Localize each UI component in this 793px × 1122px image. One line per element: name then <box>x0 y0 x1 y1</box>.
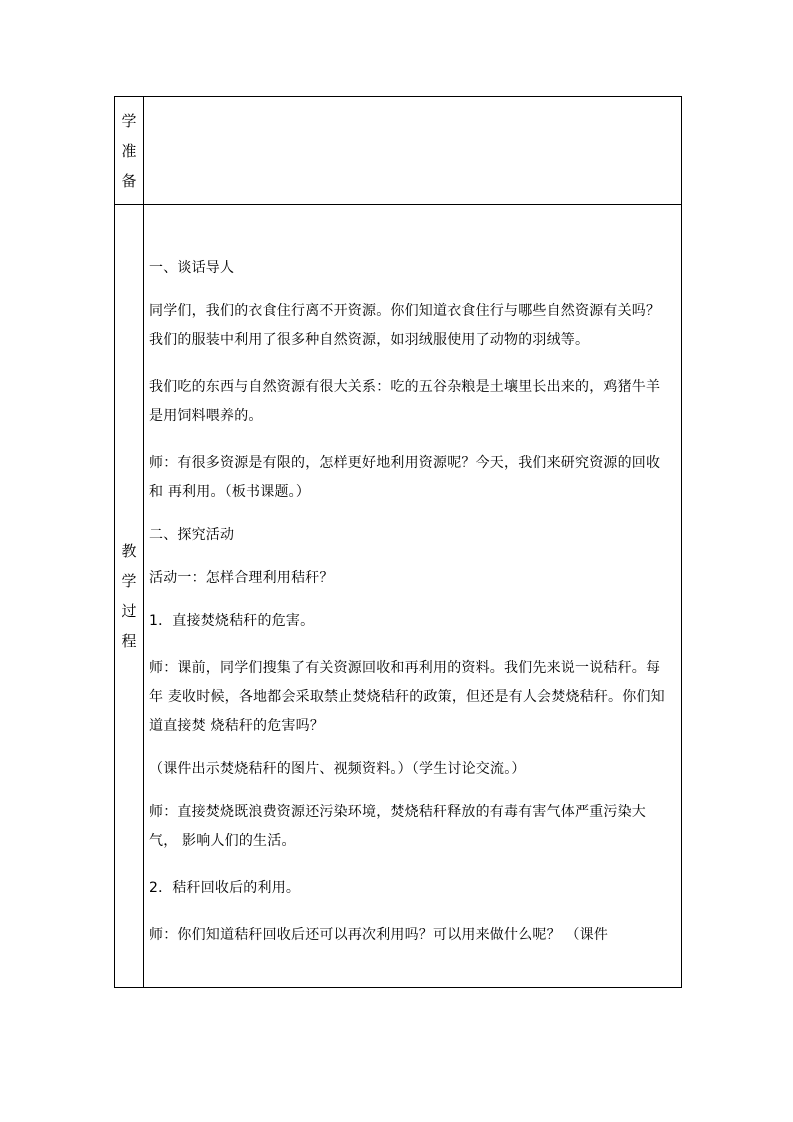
preparation-row <box>115 97 682 205</box>
preparation-label-char: 准 <box>121 141 137 160</box>
preparation-content-cell <box>144 97 682 205</box>
paragraph: （课件出示焚烧秸秆的图片、视频资料。）（学生讨论交流。） <box>149 761 526 777</box>
teaching-process-content-cell <box>144 205 682 988</box>
paragraph: 师：你们知道秸秆回收后还可以再次利用吗？可以用来做什么呢？ （课件 <box>149 927 609 943</box>
teaching-process-label-char: 学 <box>121 572 137 590</box>
subheading: 2．秸秆回收后的利用。 <box>149 880 301 896</box>
teaching-process-row <box>115 205 682 988</box>
preparation-label-char: 备 <box>121 171 137 190</box>
teaching-process-label-cell <box>115 205 144 988</box>
teaching-process-label-char: 教 <box>121 542 137 560</box>
section-heading-introduction: 一、谈话导人 <box>149 260 235 276</box>
section-heading-activities: 二、探究活动 <box>149 527 235 543</box>
paragraph: 我们吃的东西与自然资源有很大关系：吃的五谷杂粮是土壤里长出来的，鸡猪牛羊是用饲料喂养的。 <box>149 379 661 424</box>
preparation-label-char: 学 <box>121 111 137 130</box>
paragraph: 师：有很多资源是有限的，怎样更好地利用资源呢？今天，我们来研究资源的回收和 再利用。（板书课题。） <box>149 455 661 500</box>
teaching-process-label-char: 过 <box>121 602 137 620</box>
paragraph: 师：直接焚烧既浪费资源还污染环境，焚烧秸秆释放的有毒有害气体严重污染大气， 影响人们的生活。 <box>149 804 646 849</box>
activity-heading: 活动一：怎样合理利用秸秆？ <box>149 570 334 586</box>
paragraph: 同学们，我们的衣食住行离不开资源。你们知道衣食住行与哪些自然资源有关吗？ 我们的服装中利用了很多种自然资源，如羽绒服使用了动物的羽绒等。 <box>149 303 661 348</box>
preparation-label-cell <box>115 97 144 205</box>
lesson-plan-table <box>114 96 682 988</box>
subheading: 1．直接焚烧秸秆的危害。 <box>149 613 315 629</box>
paragraph: 师：课前，同学们搜集了有关资源回收和再利用的资料。我们先来说一说秸秆。每年 麦收时候，各地都会采取禁止焚烧秸秆的政策，但还是有人会焚烧秸秆。你们知道直接焚 烧秸秆的危害吗？ <box>149 660 665 734</box>
teaching-process-content <box>144 205 681 986</box>
teaching-process-label-char: 程 <box>121 632 137 650</box>
